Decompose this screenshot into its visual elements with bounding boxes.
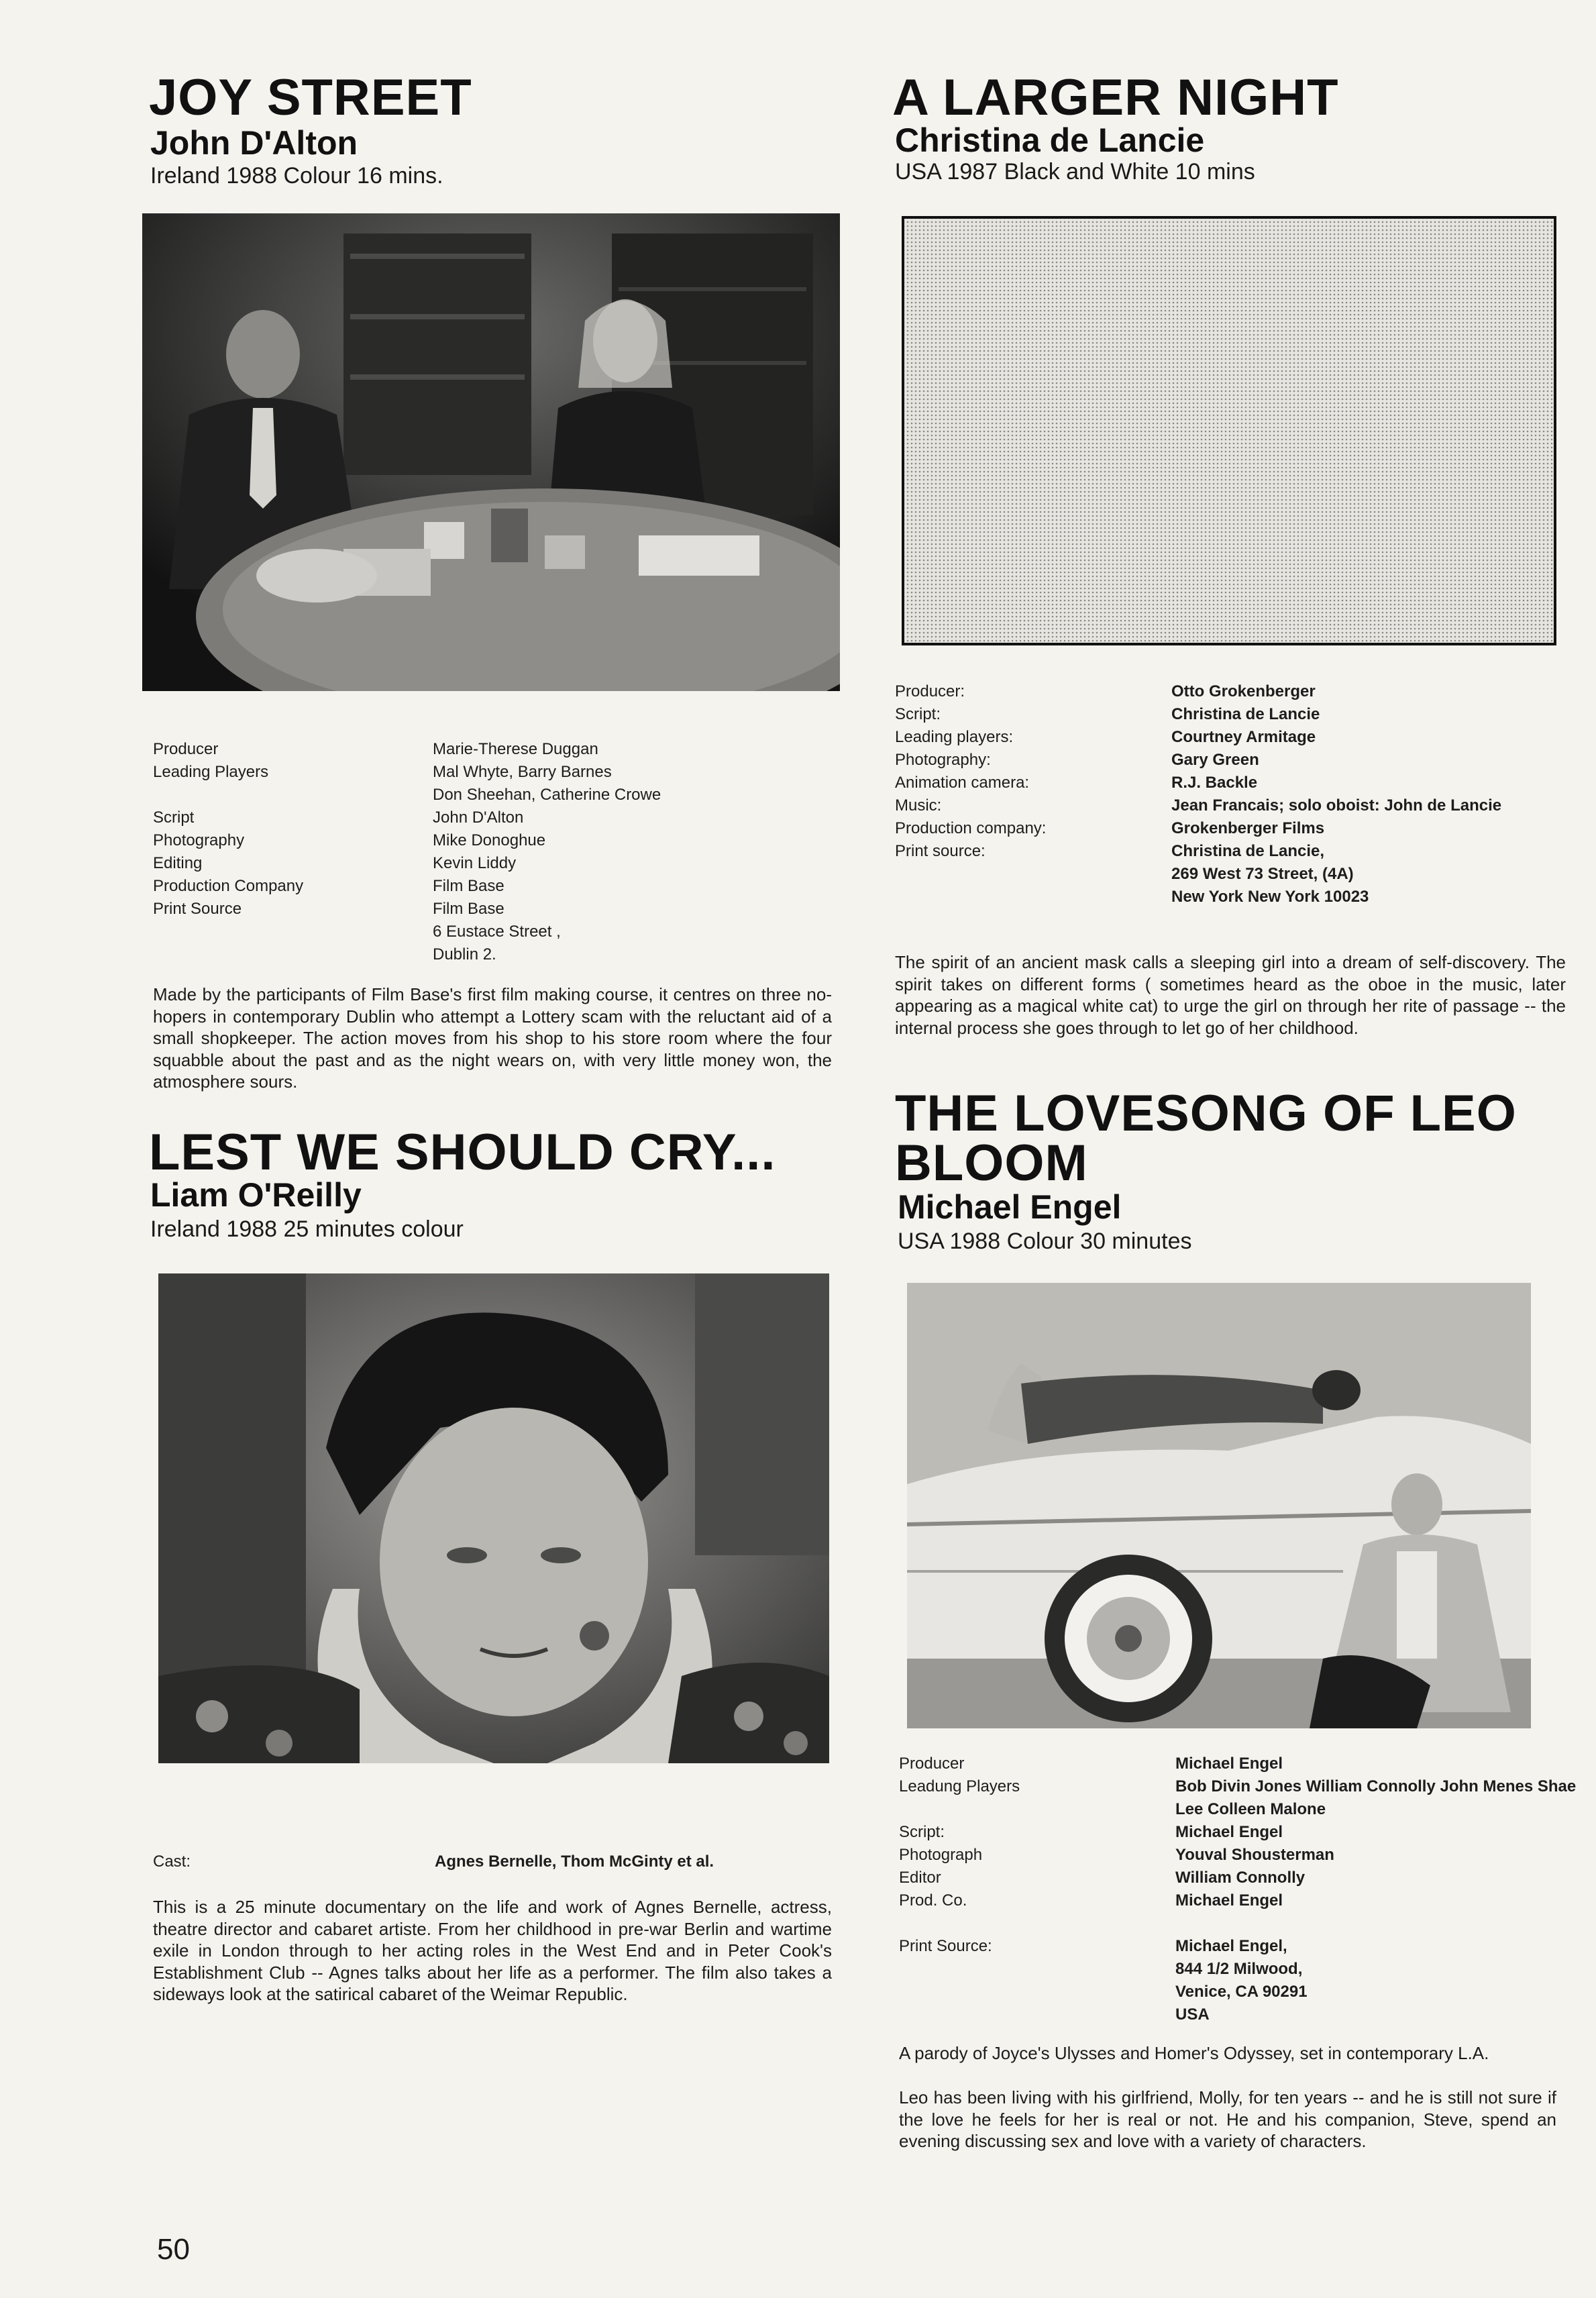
credit-value: Michael Engel, [1175, 1937, 1287, 1955]
credit-value: USA [1175, 2005, 1210, 2024]
credit-label [899, 1981, 1175, 2003]
credit-label: Script [153, 808, 195, 827]
credit-value: Gary Green [1171, 751, 1259, 769]
credit-label [899, 1912, 1175, 1935]
credit-value: Lee Colleen Malone [1175, 1800, 1326, 1818]
credit-value: Youval Shousterman [1175, 1846, 1334, 1864]
credit-label: Script: [895, 705, 941, 723]
lovesong-credits [899, 1753, 1577, 2026]
lest-we-should-cry-title: LEST WE SHOULD CRY... [149, 1124, 776, 1181]
joy-street-meta: Ireland 1988 Colour 16 mins. [150, 163, 443, 189]
credit-label: Producer [899, 1755, 965, 1773]
joy-street-synopsis: Made by the participants of Film Base's first film making course, it centres on three no-hopers in contemporary Dublin who attempt a Lottery scam with the reluctant aid of a small shopkeeper. The action moves from his shop to his store room where the four squabble about the past and as the night wears on, with very little money won, the atmosphere sours. [153, 984, 832, 1092]
joy-street-still [142, 213, 840, 691]
credit-value: Marie-Therese Duggan [433, 740, 598, 758]
credit-label [899, 1798, 1175, 1821]
lovesong-meta: USA 1988 Colour 30 minutes [898, 1229, 1192, 1254]
credit-value: Otto Grokenberger [1171, 682, 1316, 700]
credit-label: Leading players: [895, 728, 1014, 746]
lovesong-title-line2: BLOOM [895, 1135, 1088, 1192]
credit-value: Don Sheehan, Catherine Crowe [433, 786, 661, 804]
cast-label: Cast: [153, 1852, 191, 1871]
credit-label: Production company: [895, 819, 1047, 837]
lest-we-should-cry-still [158, 1273, 829, 1763]
lovesong-synopsis-2: Leo has been living with his girlfriend, Molly, for ten years -- and he is still not sure if the love he feels for her is real or not. He and his companion, Steve, spend an evening discussing sex and love with a variety of characters. [899, 2087, 1556, 2151]
credit-value: John D'Alton [433, 808, 524, 827]
credit-value: Mal Whyte, Barry Barnes [433, 763, 612, 781]
credit-value: Jean Francais; solo oboist: John de Lancie [1171, 796, 1502, 815]
credit-label: Prod. Co. [899, 1891, 967, 1910]
lovesong-director: Michael Engel [898, 1188, 1122, 1226]
credit-value: William Connolly [1175, 1869, 1306, 1887]
credit-value: Michael Engel [1175, 1891, 1283, 1910]
joy-street-credits [153, 738, 690, 966]
credit-value: Courtney Armitage [1171, 728, 1316, 746]
credit-label [899, 1958, 1175, 1981]
credit-label: Production Company [153, 877, 304, 895]
a-larger-night-title: A LARGER NIGHT [892, 69, 1339, 126]
credit-label: Animation camera: [895, 774, 1030, 792]
credit-value: R.J. Backle [1171, 774, 1258, 792]
credit-label [153, 921, 433, 943]
credit-label: Photography [153, 831, 245, 849]
credit-label: Producer: [895, 682, 965, 700]
credit-value: Bob Divin Jones William Connolly John Menes Shae [1175, 1777, 1577, 1795]
credit-label: Script: [899, 1823, 945, 1841]
credit-value: Film Base [433, 877, 504, 895]
credit-value: 844 1/2 Milwood, [1175, 1960, 1303, 1978]
credit-value: Dublin 2. [433, 945, 496, 963]
credit-label: Leading Players [153, 763, 269, 781]
credit-label: Print source: [895, 842, 986, 860]
credit-label: Photography: [895, 751, 991, 769]
credit-label [899, 2003, 1175, 2026]
a-larger-night-director: Christina de Lancie [895, 121, 1205, 159]
credit-label: Leadung Players [899, 1777, 1020, 1795]
a-larger-night-synopsis: The spirit of an ancient mask calls a sleeping girl into a dream of self-discovery. The spirit takes on different forms ( sometimes heard as the oboe in the music, later appearing as a magical white cat) to urge the girl on through her rite of passage -- the internal process she goes through to let go of her childhood. [895, 952, 1566, 1038]
page-number: 50 [157, 2233, 190, 2266]
lest-we-should-cry-meta: Ireland 1988 25 minutes colour [150, 1216, 464, 1242]
credit-value: 269 West 73 Street, (4A) [1171, 865, 1354, 883]
credit-label: Producer [153, 740, 219, 758]
credit-value: Christina de Lancie [1171, 705, 1320, 723]
credit-label: Music: [895, 796, 942, 815]
credit-value: Film Base [433, 900, 504, 918]
lest-we-should-cry-credits [153, 1850, 832, 1873]
lovesong-still [907, 1283, 1531, 1728]
credit-label: Editing [153, 854, 203, 872]
credit-value: Mike Donoghue [433, 831, 546, 849]
credit-value: Christina de Lancie, [1171, 842, 1325, 860]
lovesong-title-line1: THE LOVESONG OF LEO [895, 1085, 1517, 1142]
a-larger-night-meta: USA 1987 Black and White 10 mins [895, 159, 1255, 185]
credit-value: Venice, CA 90291 [1175, 1983, 1308, 2001]
credit-value: Grokenberger Films [1171, 819, 1325, 837]
credit-label: Print Source [153, 900, 242, 918]
credit-label [153, 943, 433, 966]
lovesong-synopsis-1: A parody of Joyce's Ulysses and Homer's Odyssey, set in contemporary L.A. [899, 2043, 1489, 2063]
cast-value: Agnes Bernelle, Thom McGinty et al. [435, 1852, 714, 1871]
credit-label: Photograph [899, 1846, 983, 1864]
credit-value: Michael Engel [1175, 1755, 1283, 1773]
credit-value: Kevin Liddy [433, 854, 517, 872]
lest-we-should-cry-director: Liam O'Reilly [150, 1176, 362, 1214]
a-larger-night-image-placeholder [902, 216, 1556, 645]
credit-value: Michael Engel [1175, 1823, 1283, 1841]
credit-label [895, 863, 1171, 886]
lest-we-should-cry-synopsis: This is a 25 minute documentary on the life and work of Agnes Bernelle, actress, theatre director and cabaret artiste. From her childhood in pre-war Berlin and wartime exile in London through to her acting roles in the West End and in Peter Cook's Establishment Club -- Agnes talks about her life as a performer. The film also takes a sideways look at the satirical cabaret of the Weimar Republic. [153, 1897, 832, 2004]
credit-label [895, 886, 1171, 908]
joy-street-title: JOY STREET [149, 69, 472, 126]
joy-street-director: John D'Alton [150, 124, 358, 162]
credit-label: Print Source: [899, 1937, 992, 1955]
credit-value: New York New York 10023 [1171, 888, 1369, 906]
a-larger-night-credits [895, 680, 1566, 908]
credit-value: 6 Eustace Street , [433, 923, 561, 941]
credit-label: Editor [899, 1869, 941, 1887]
credit-label [153, 784, 433, 806]
